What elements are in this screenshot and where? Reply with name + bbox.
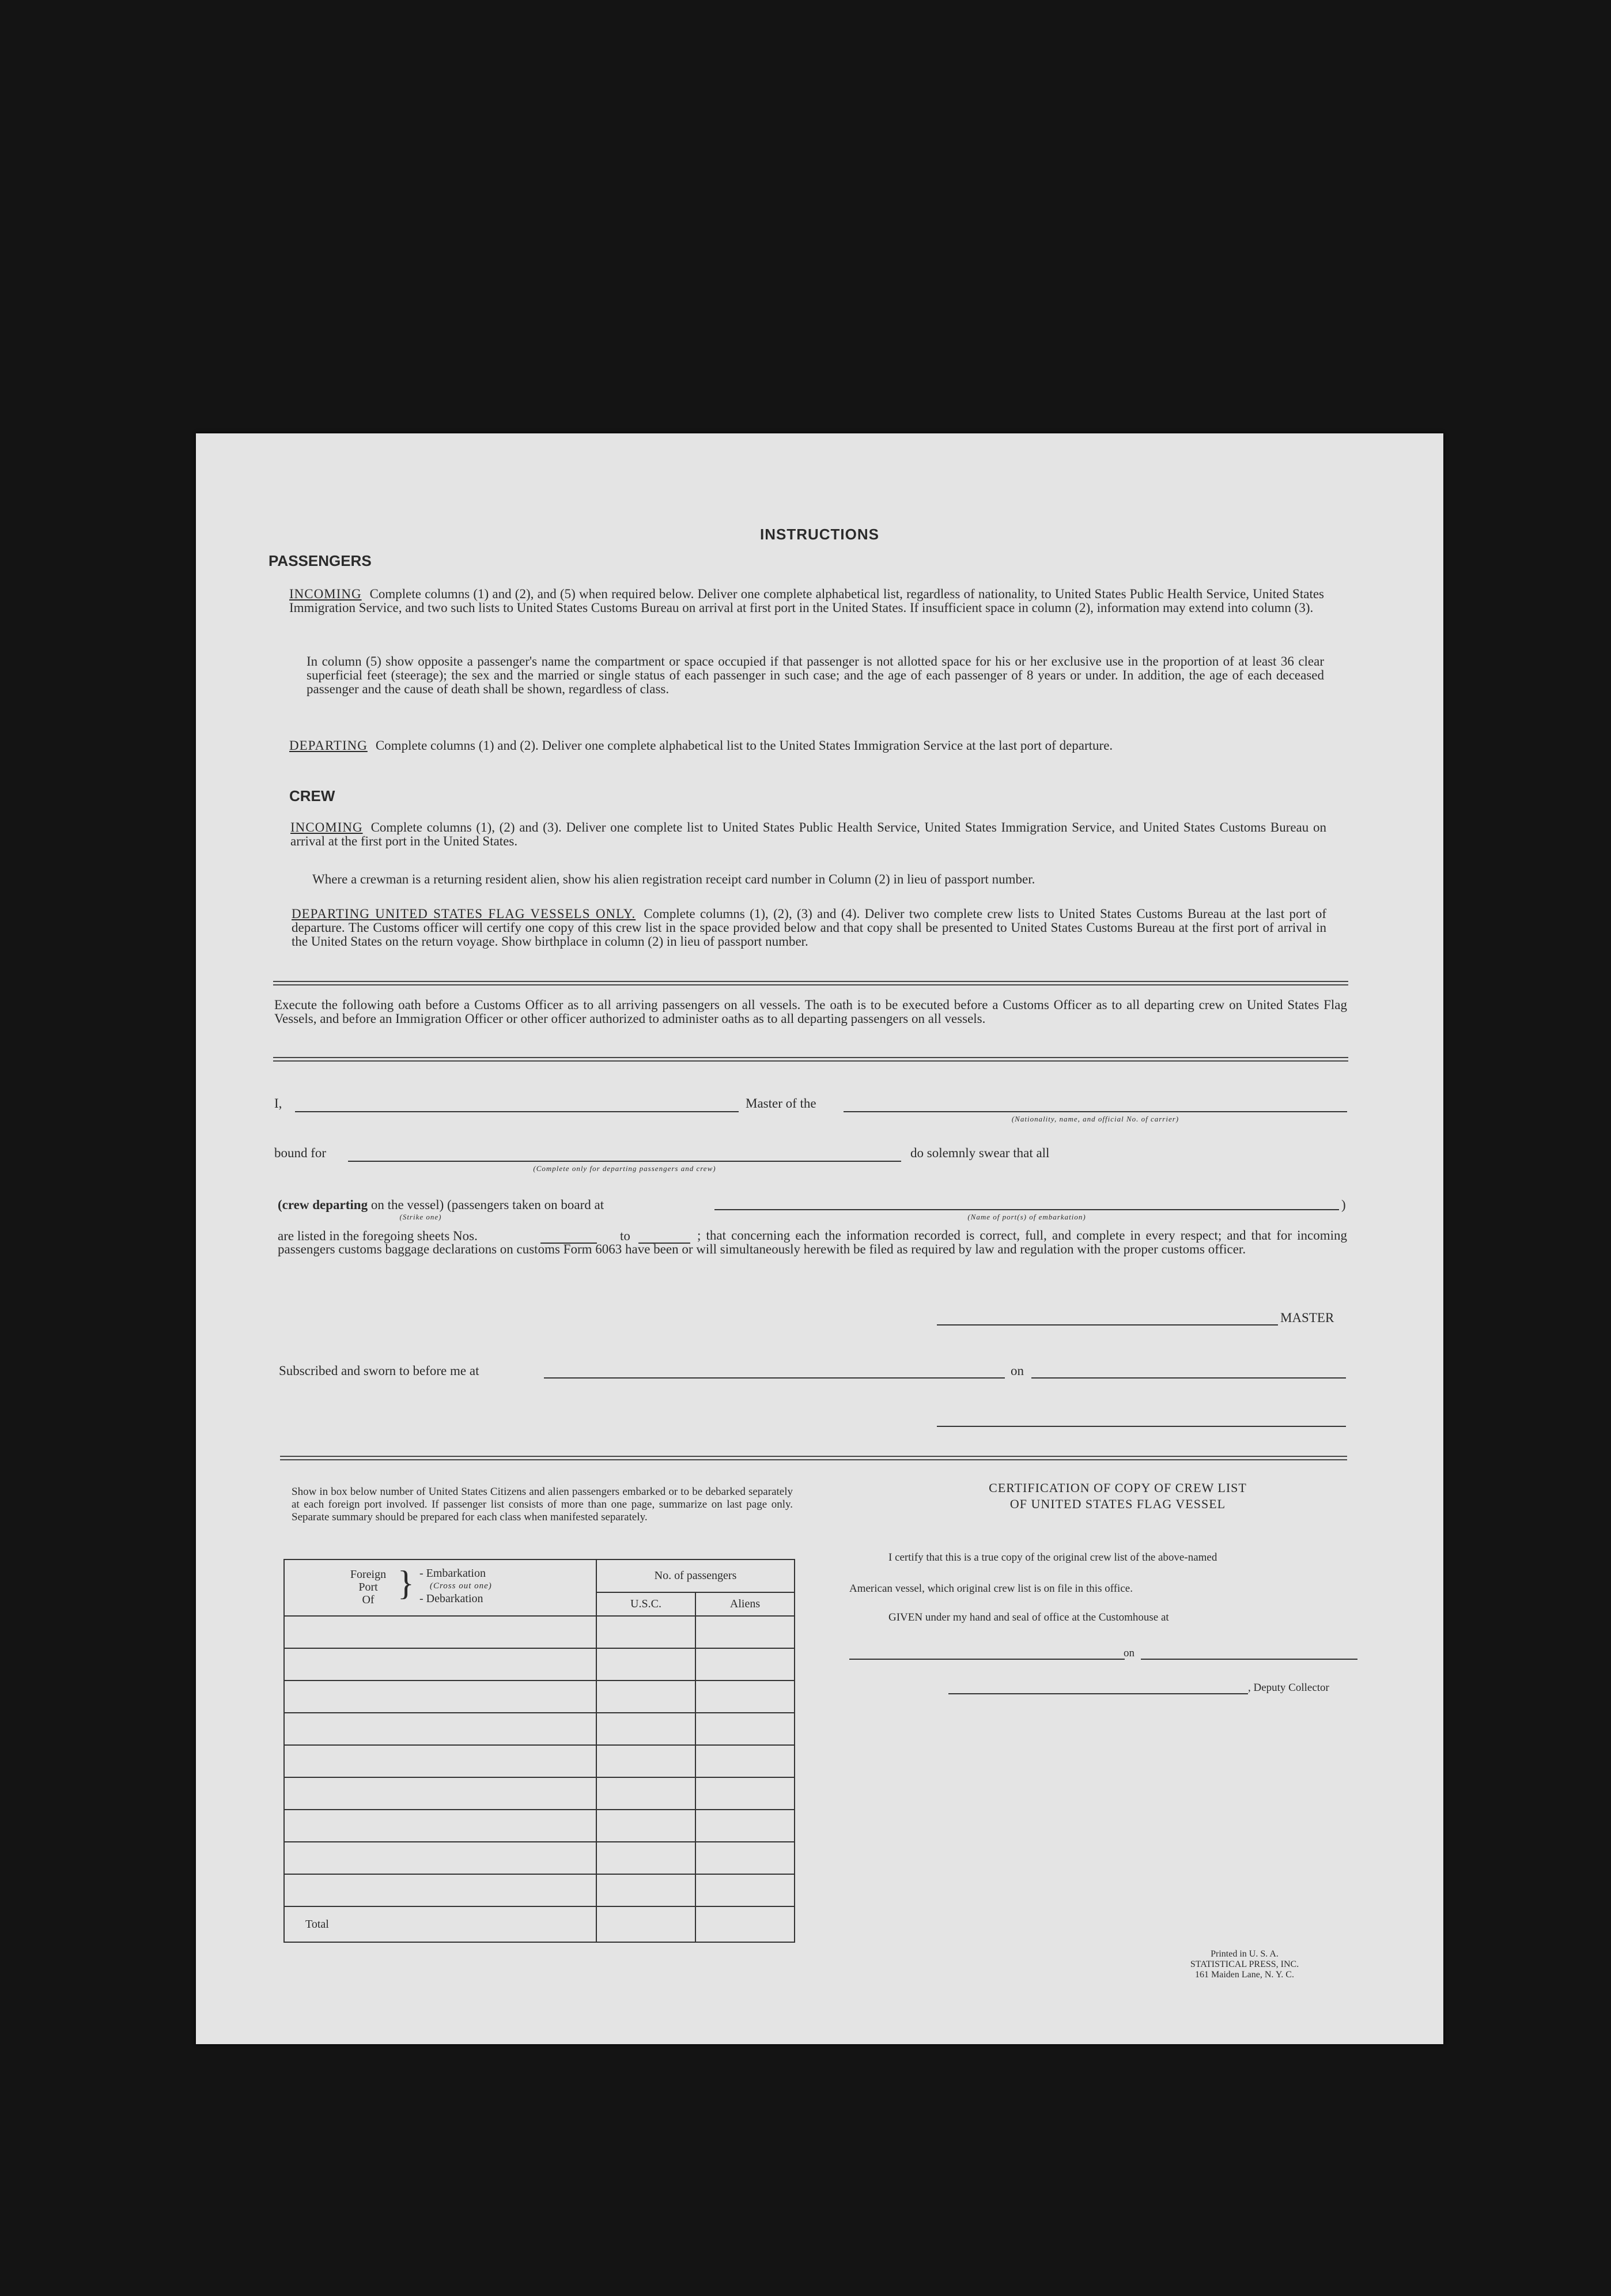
crew-departing-text: Complete columns (1), (2), (3) and (4). Deliver two complete crew lists to United States Customs Bureau at the last port of departure. The Customs officer will certify one copy of this crew list in the space provided below and that copy shall be presented to United States Customs Bureau at the first port of arrival in the United States on the return voyage. Show birthplace in column (2) in lieu of passport number.: [292, 907, 1326, 949]
passengers-incoming-lead: INCOMING: [289, 587, 362, 601]
embarkation-option[interactable]: - Embarkation: [419, 1567, 486, 1580]
passengers-heading: PASSENGERS: [268, 552, 372, 569]
printer-line1: Printed in U. S. A.: [1211, 1949, 1279, 1959]
embark-debark-options: [419, 1567, 492, 1605]
deputy-collector-signature-field[interactable]: [948, 1693, 1248, 1694]
passengers-departing-text: Complete columns (1) and (2). Deliver one complete alphabetical list to the United States Immigration Service at the last port of departure.: [375, 738, 1113, 753]
usc-header: U.S.C.: [596, 1592, 695, 1616]
subscribed-label: Subscribed and sworn to before me at: [279, 1364, 479, 1378]
strike-one-text: [278, 1198, 604, 1213]
bound-for-label: bound for: [274, 1146, 327, 1160]
table-row[interactable]: [284, 1745, 795, 1777]
table-row[interactable]: [284, 1648, 795, 1681]
swear-text: do solemnly swear that all: [910, 1146, 1050, 1160]
carrier-field[interactable]: [844, 1111, 1347, 1112]
divider: [273, 981, 1348, 985]
passengers-column5: In column (5) show opposite a passenger's name the compartment or space occupied if that passenger is not allotted space for his or her exclusive use in the proportion of at least 36 clear superficial feet (steerage); the sex and the married or single status of each passenger in such case; and the age of each passenger of 8 years or under. In addition, the age of each deceased passenger and the cause of death shall be shown, regardless of class.: [307, 654, 1324, 696]
table-row[interactable]: [284, 1681, 795, 1713]
officer-signature-field[interactable]: [937, 1426, 1346, 1427]
carrier-caption: (Nationality, name, and official No. of carrier): [1011, 1115, 1179, 1123]
certification-title: [916, 1480, 1319, 1512]
crew-resident: Where a crewman is a returning resident alien, show his alien registration receipt card number in Column (2) in lieu of passport number.: [312, 872, 1035, 886]
sworn-location-field[interactable]: [544, 1377, 1005, 1379]
certification-text1: I certify that this is a true copy of the original crew list of the above-named: [888, 1551, 1217, 1564]
table-row[interactable]: [284, 1777, 795, 1810]
on-the-vessel-text: on the vessel): [370, 1198, 444, 1212]
certification-text3: GIVEN under my hand and seal of office at the Customhouse at: [888, 1611, 1169, 1623]
passengers-taken-option[interactable]: (passengers taken on board at: [447, 1198, 604, 1212]
table-row[interactable]: [284, 1616, 795, 1648]
table-row[interactable]: [284, 1874, 795, 1906]
ports-table: [283, 1559, 795, 1943]
port-header-cell: [284, 1559, 596, 1616]
aliens-header: Aliens: [695, 1592, 795, 1616]
page-title: INSTRUCTIONS: [760, 526, 879, 543]
divider: [280, 1456, 1347, 1460]
master-signature-field[interactable]: [937, 1324, 1278, 1326]
certification-on-label: on: [1124, 1647, 1134, 1659]
sworn-date-field[interactable]: [1031, 1377, 1346, 1379]
of-label: Of: [362, 1593, 375, 1606]
brace-icon: }: [398, 1564, 414, 1602]
total-row[interactable]: [284, 1906, 795, 1942]
listed-text-a: are listed in the foregoing sheets Nos.: [278, 1229, 478, 1243]
master-of-the-label: Master of the: [746, 1096, 816, 1111]
table-row[interactable]: [284, 1713, 795, 1745]
crew-incoming-text: Complete columns (1), (2) and (3). Deliver one complete list to United States Public Health Service, United States Immigration Service, and United States Customs Bureau on arrival at the first port in the United States.: [290, 820, 1326, 848]
passengers-incoming: [289, 587, 1324, 615]
crew-departing: [292, 907, 1326, 949]
table-header-row: [284, 1559, 795, 1592]
certification-date-field[interactable]: [1141, 1659, 1357, 1660]
table-row[interactable]: [284, 1842, 795, 1874]
deputy-collector-label: , Deputy Collector: [1248, 1682, 1329, 1694]
master-label: MASTER: [1280, 1311, 1334, 1325]
sworn-on-label: on: [1011, 1364, 1024, 1378]
total-label: Total: [284, 1906, 596, 1942]
table-row[interactable]: [284, 1810, 795, 1842]
cross-out-caption: (Cross out one): [430, 1581, 492, 1591]
embarkation-ports-field[interactable]: [714, 1209, 1339, 1210]
foreign-port-of: [342, 1568, 394, 1606]
divider: [273, 1057, 1348, 1062]
crew-heading: CREW: [289, 787, 335, 805]
oath-i-label: I,: [274, 1096, 282, 1111]
crew-departing-lead: DEPARTING UNITED STATES FLAG VESSELS ONLY.: [292, 907, 636, 921]
form-sheet: [196, 433, 1443, 2044]
printer-line3: 161 Maiden Lane, N. Y. C.: [1195, 1970, 1294, 1980]
certification-text2: American vessel, which original crew list is on file in this office.: [849, 1583, 1133, 1595]
printer-imprint: [1175, 1949, 1314, 1980]
oath-instruction: Execute the following oath before a Customs Officer as to all arriving passengers on all vessels. The oath is to be executed before a Customs Officer as to all departing crew on United States Flag Vessels, and before an Immigration Officer or other officer authorized to administer oaths as to all departing passengers on all vessels.: [274, 998, 1347, 1026]
crew-incoming: [290, 821, 1326, 848]
to-label: to: [620, 1229, 630, 1243]
certification-title-line1: CERTIFICATION OF COPY OF CREW LIST: [989, 1481, 1247, 1495]
listed-text-b: ; that concerning each the information recorded is correct, full, and complete in every respect; and that for incoming passengers customs baggage declarations on customs Form 6063 have been or will simultaneously herewith be filed as required by law and regulation with the proper customs officer.: [278, 1228, 1347, 1256]
close-paren: ): [1341, 1198, 1346, 1212]
crew-incoming-lead: INCOMING: [290, 820, 363, 834]
passengers-departing: [289, 739, 1324, 753]
ports-caption: (Name of port(s) of embarkation): [967, 1213, 1086, 1221]
port-label: Port: [358, 1581, 378, 1593]
master-name-field[interactable]: [295, 1111, 739, 1112]
debarkation-option[interactable]: - Debarkation: [419, 1592, 483, 1605]
customhouse-field[interactable]: [849, 1659, 1125, 1660]
certification-title-line2: OF UNITED STATES FLAG VESSEL: [1009, 1497, 1226, 1511]
bound-for-field[interactable]: [348, 1161, 901, 1162]
foreign-label: Foreign: [350, 1568, 387, 1581]
strike-caption: (Strike one): [399, 1213, 442, 1221]
passengers-departing-lead: DEPARTING: [289, 738, 368, 753]
no-of-passengers-header: No. of passengers: [596, 1559, 795, 1592]
bound-for-caption: (Complete only for departing passengers and crew): [533, 1164, 716, 1173]
printer-line2: STATISTICAL PRESS, INC.: [1190, 1959, 1299, 1969]
passengers-incoming-text: Complete columns (1) and (2), and (5) when required below. Deliver one complete alphabetical list, regardless of nationality, to United States Public Health Service, United States Immigration Service, and two such lists to United States Customs Bureau on arrival at first port in the United States. If insufficient space in column (2), information may extend into column (3).: [289, 587, 1324, 615]
crew-departing-option[interactable]: (crew departing: [278, 1198, 368, 1212]
box-instruction: Show in box below number of United States Citizens and alien passengers embarked or to be debarked separately at each foreign port involved. If passenger list consists of more than one page, summarize on last page only. Separate summary should be prepared for each class when manifested separately.: [292, 1486, 793, 1523]
